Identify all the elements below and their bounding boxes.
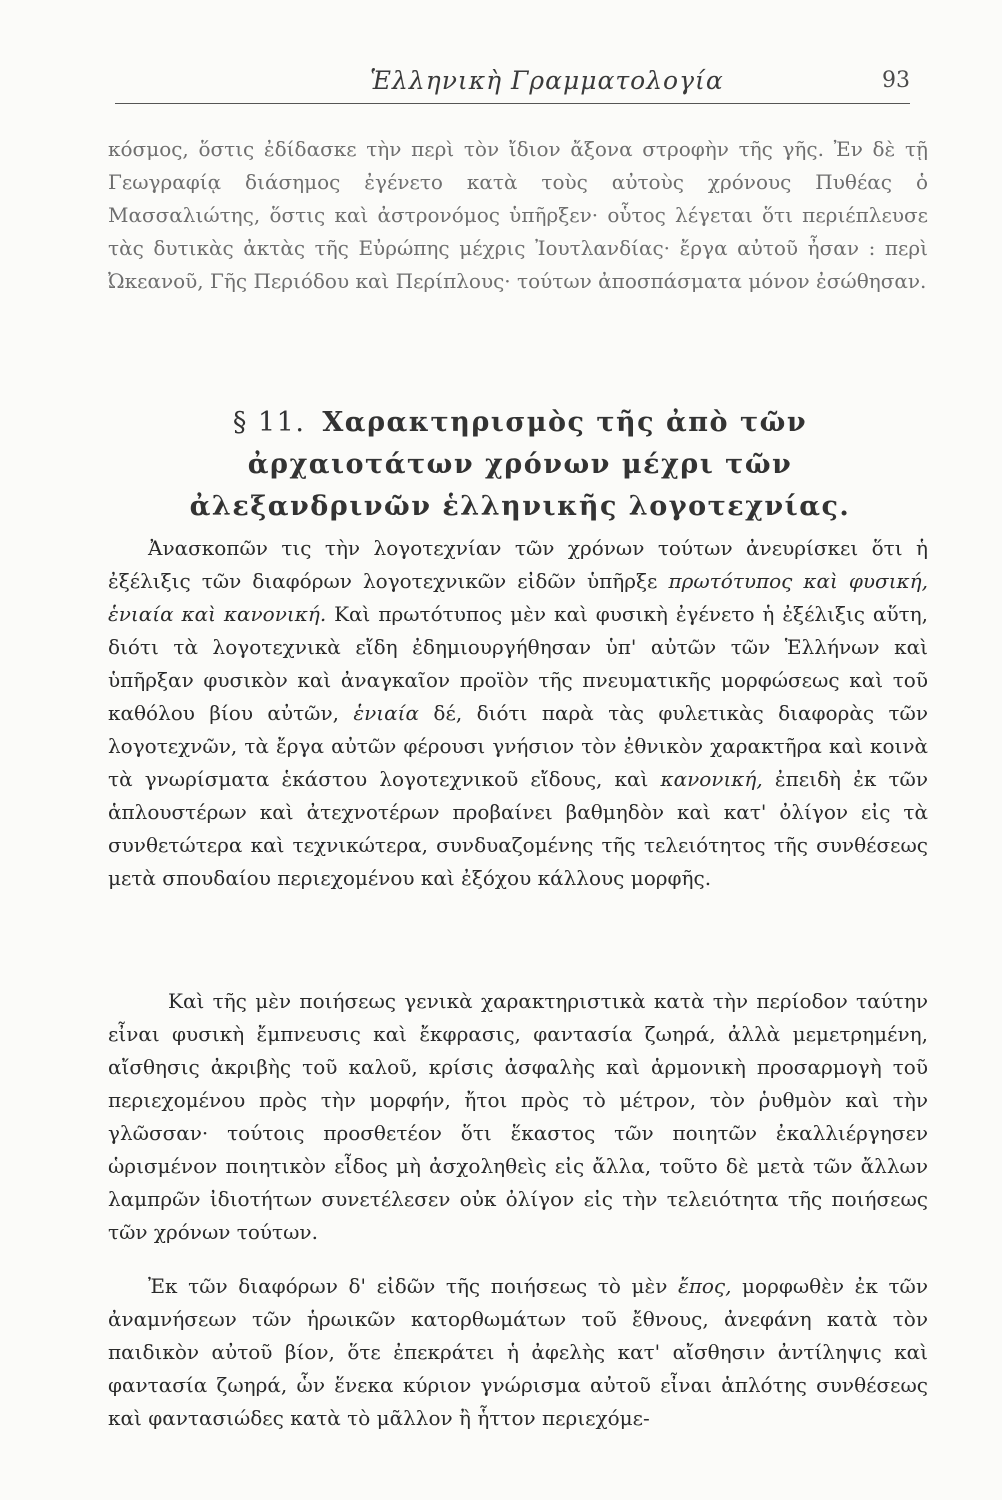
page-number: 93 [882, 68, 910, 93]
p1-emphasis-1: πρωτότυπος καὶ φυσική, ἑνιαία καὶ κανονική. [108, 569, 929, 626]
p3-emphasis-1: ἔπος, [677, 1274, 732, 1298]
paragraph-3 [108, 1270, 928, 1435]
p1-text-b: Καὶ πρωτότυπος μὲν καὶ φυσικὴ ἐγένετο ἡ ἐξέλιξις αὕτη, διότι τὰ λογοτεχνικὰ εἴδη ἐδημιουργήθησαν ὑπ' αὐτῶν τῶν Ἑλλήνων καὶ ὑπῆρξαν φυσικὸν καὶ ἀναγκαῖον προϊὸν τῆς πνευματικῆς μορφώσεως καὶ τοῦ καθόλου βίου αὐτῶν, [108, 602, 929, 725]
running-title: Ἑλληνικὴ Γραμματολογία [370, 66, 724, 95]
paragraph-2: Καὶ τῆς μὲν ποιήσεως γενικὰ χαρακτηριστικὰ κατὰ τὴν περίοδον ταύτην εἶναι φυσικὴ ἔμπνευσις καὶ ἔκφρασις, φαντασία ζωηρά, ἀλλὰ μεμετρημένη, αἴσθησις ἀκριβὴς τοῦ καλοῦ, κρίσις ἀσφαλὴς καὶ ἁρμονικὴ προσαρμογὴ τοῦ περιεχομένου πρὸς τὴν μορφήν, ἤτοι πρὸς τὸ μέτρον, τὸν ῥυθμὸν καὶ τὴν γλῶσσαν· τούτοις προσθετέον ὅτι ἕκαστος τῶν ποιητῶν ἐκαλλιέργησεν ὡρισμένον ποιητικὸν εἶδος μὴ ἀσχοληθεὶς εἰς ἄλλα, τοῦτο δὲ μετὰ τῶν ἄλλων λαμπρῶν ἰδιοτήτων συνετέλεσεν οὐκ ὀλίγον εἰς τὴν τελειότητα τῆς ποιήσεως τῶν χρόνων τούτων. [108, 989, 928, 1244]
p1-emphasis-2: ἑνιαία [353, 701, 419, 725]
p3-text-a: Ἐκ τῶν διαφόρων δ' εἰδῶν τῆς ποιήσεως τὸ μὲν [148, 1274, 678, 1298]
p1-emphasis-3: κανονική, [660, 767, 763, 791]
paragraph-1 [108, 532, 928, 895]
section-heading [170, 402, 870, 528]
section-heading-text: Χαρακτηρισμὸς τῆς ἀπὸ τῶν ἀρχαιοτάτων χρόνων μέχρι τῶν ἀλεξανδρινῶν ἑλληνικῆς λογοτεχνίας. [189, 407, 851, 522]
p3-text-b: μορφωθὲν ἐκ τῶν ἀναμνήσεων τῶν ἡρωικῶν κατορθωμάτων τοῦ ἔθνους, ἀνεφάνη κατὰ τὸν παιδικὸν αὐτοῦ βίον, ὅτε ἐπεκράτει ἡ ἀφελὴς κατ' αἴσθησιν ἀντίληψις καὶ φαντασία ζωηρά, ὧν ἕνεκα κύριον γνώρισμα αὐτοῦ εἶναι ἁπλότης συνθέσεως καὶ φαντασιώδες κατὰ τὸ μᾶλλον ἢ ἧττον περιεχόμε- [108, 1274, 928, 1430]
section-symbol: § 11. [232, 407, 306, 438]
intro-paragraph: κόσμος, ὅστις ἐδίδασκε τὴν περὶ τὸν ἴδιον ἄξονα στροφὴν τῆς γῆς. Ἐν δὲ τῇ Γεωγραφίᾳ διάσημος ἐγένετο κατὰ τοὺς αὐτοὺς χρόνους Πυθέας ὁ Μασσαλιώτης, ὅστις καὶ ἀστρονόμος ὑπῆρξεν· οὗτος λέγεται ὅτι περιέπλευσε τὰς δυτικὰς ἀκτὰς τῆς Εὐρώπης μέχρις Ἰουτλανδίας· ἔργα αὐτοῦ ἦσαν : περὶ Ὠκεανοῦ, Γῆς Περιόδου καὶ Περίπλους· τούτων ἀποσπάσματα μόνον ἐσώθησαν. [108, 137, 928, 293]
p1-text-d: ἐπειδὴ ἐκ τῶν ἁπλουστέρων καὶ ἀτεχνοτέρων προβαίνει βαθμηδὸν καὶ κατ' ὀλίγον εἰς τὰ συνθετώτερα καὶ τεχνικώτερα, συνδυαζομένης τῆς τελειότητος τῆς συνθέσεως μετὰ σπουδαίου περιεχομένου καὶ ἐξόχου κάλλους μορφῆς. [108, 767, 928, 890]
p1-text-a: Ἀνασκοπῶν τις τὴν λογοτεχνίαν τῶν χρόνων τούτων ἀνευρίσκει ὅτι ἡ ἐξέλιξις τῶν διαφόρων λογοτεχνικῶν εἰδῶν ὑπῆρξε [108, 536, 928, 593]
running-header [110, 58, 910, 98]
header-rule [115, 103, 910, 104]
p1-text-c: δέ, διότι παρὰ τὰς φυλετικὰς διαφορὰς τῶν λογοτεχνῶν, τὰ ἔργα αὐτῶν φέρουσι γνήσιον τὸν ἐθνικὸν χαρακτῆρα καὶ κοινὰ τὰ γνωρίσματα ἑκάστου λογοτεχνικοῦ εἴδους, καὶ [108, 701, 928, 791]
